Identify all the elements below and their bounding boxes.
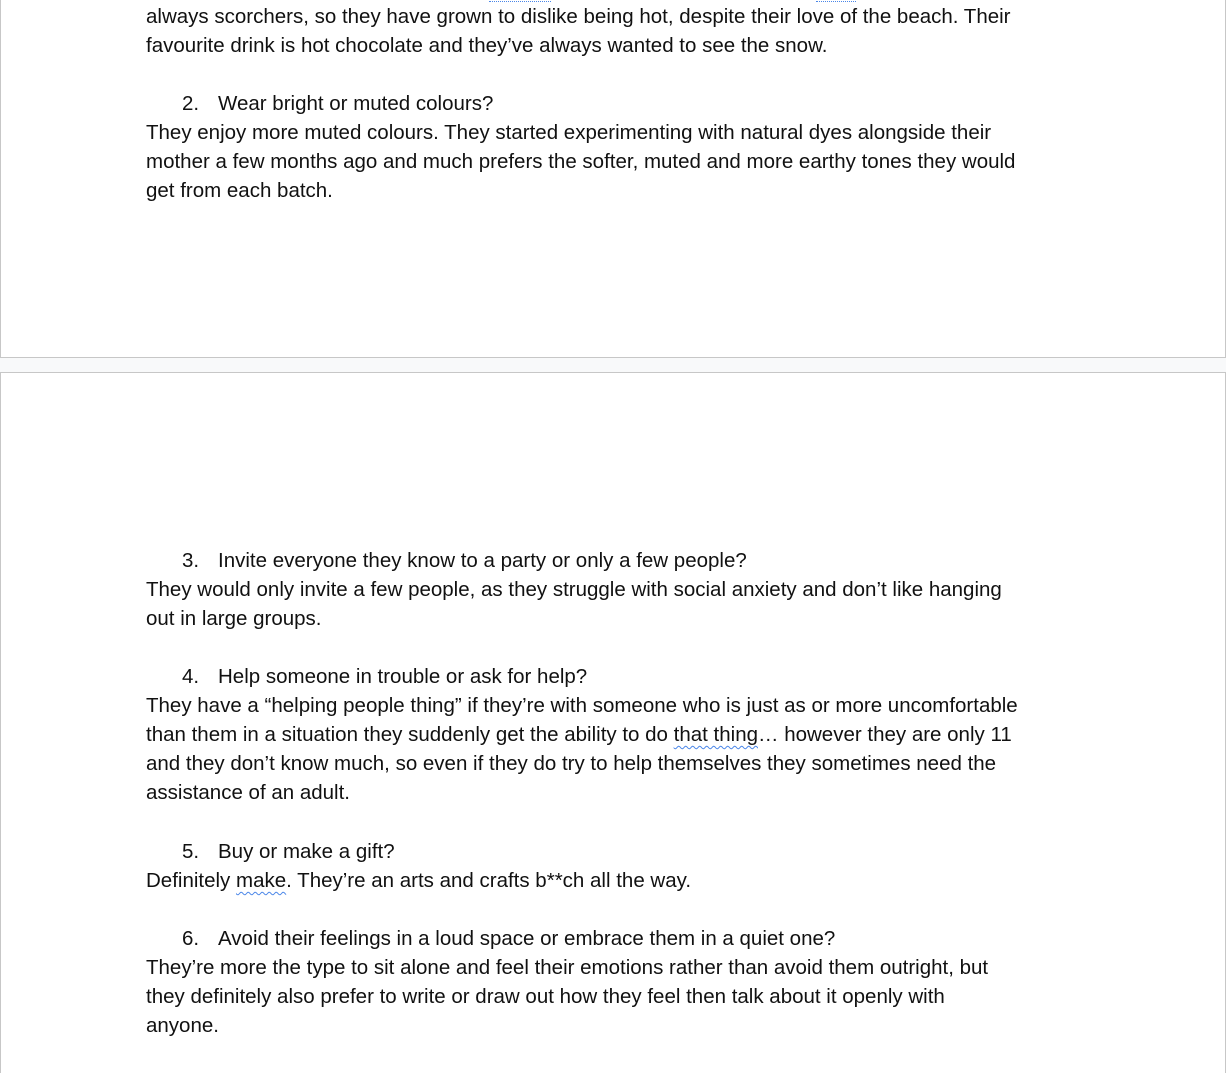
answer-line: they definitely also prefer to write or draw out how they feel then talk about it openly with (146, 985, 945, 1008)
answer-line: They would only invite a few people, as they struggle with social anxiety and don’t like hanging (146, 578, 1002, 601)
answer-line: get from each batch. (146, 179, 333, 202)
answer-line (146, 866, 691, 895)
spellcheck-flagged-word[interactable]: make (236, 869, 287, 892)
list-item-question (182, 89, 493, 118)
answer-line: out in large groups. (146, 607, 322, 630)
list-item-question (182, 662, 587, 691)
question-text: Buy or make a gift? (218, 840, 395, 863)
answer-text: than them in a situation they suddenly get the ability to do (146, 723, 674, 746)
answer-line: and they don’t know much, so even if they do try to help themselves they sometimes need the (146, 752, 997, 775)
paragraph-line: favourite drink is hot chocolate and they’ve always wanted to see the snow. (146, 34, 828, 57)
answer-line: anyone. (146, 1014, 219, 1037)
document-page-1 (0, 0, 1226, 358)
list-number: 3. (182, 549, 200, 572)
paragraph-line: always scorchers, so they have grown to dislike being hot, despite their love of the beach. Their (146, 5, 1011, 28)
question-text: Avoid their feelings in a loud space or embrace them in a quiet one? (218, 927, 836, 950)
question-text: Invite everyone they know to a party or only a few people? (218, 549, 747, 572)
question-text: Help someone in trouble or ask for help? (218, 665, 588, 688)
list-number: 4. (182, 665, 200, 688)
answer-line: They have a “helping people thing” if they’re with someone who is just as or more uncomfortable (146, 694, 1018, 717)
answer-line: They’re more the type to sit alone and feel their emotions rather than avoid them outright, but (146, 956, 989, 979)
list-number: 6. (182, 927, 200, 950)
list-item-question (182, 924, 835, 953)
list-item-question (182, 837, 395, 866)
answer-line (146, 720, 1012, 749)
list-number: 5. (182, 840, 200, 863)
spellcheck-flagged-word[interactable]: that thing (673, 723, 758, 746)
answer-text: Definitely (146, 869, 237, 892)
answer-line: assistance of an adult. (146, 781, 350, 804)
answer-line: They enjoy more muted colours. They started experimenting with natural dyes alongside their (146, 121, 992, 144)
answer-line: mother a few months ago and much prefers the softer, muted and more earthy tones they would (146, 150, 1016, 173)
list-number: 2. (182, 92, 200, 115)
answer-text: … however they are only 11 (758, 723, 1012, 746)
document-page-2 (0, 372, 1226, 1073)
question-text: Wear bright or muted colours? (218, 92, 494, 115)
list-item-question (182, 546, 747, 575)
answer-text: . They’re an arts and crafts b**ch all the way. (286, 869, 692, 892)
